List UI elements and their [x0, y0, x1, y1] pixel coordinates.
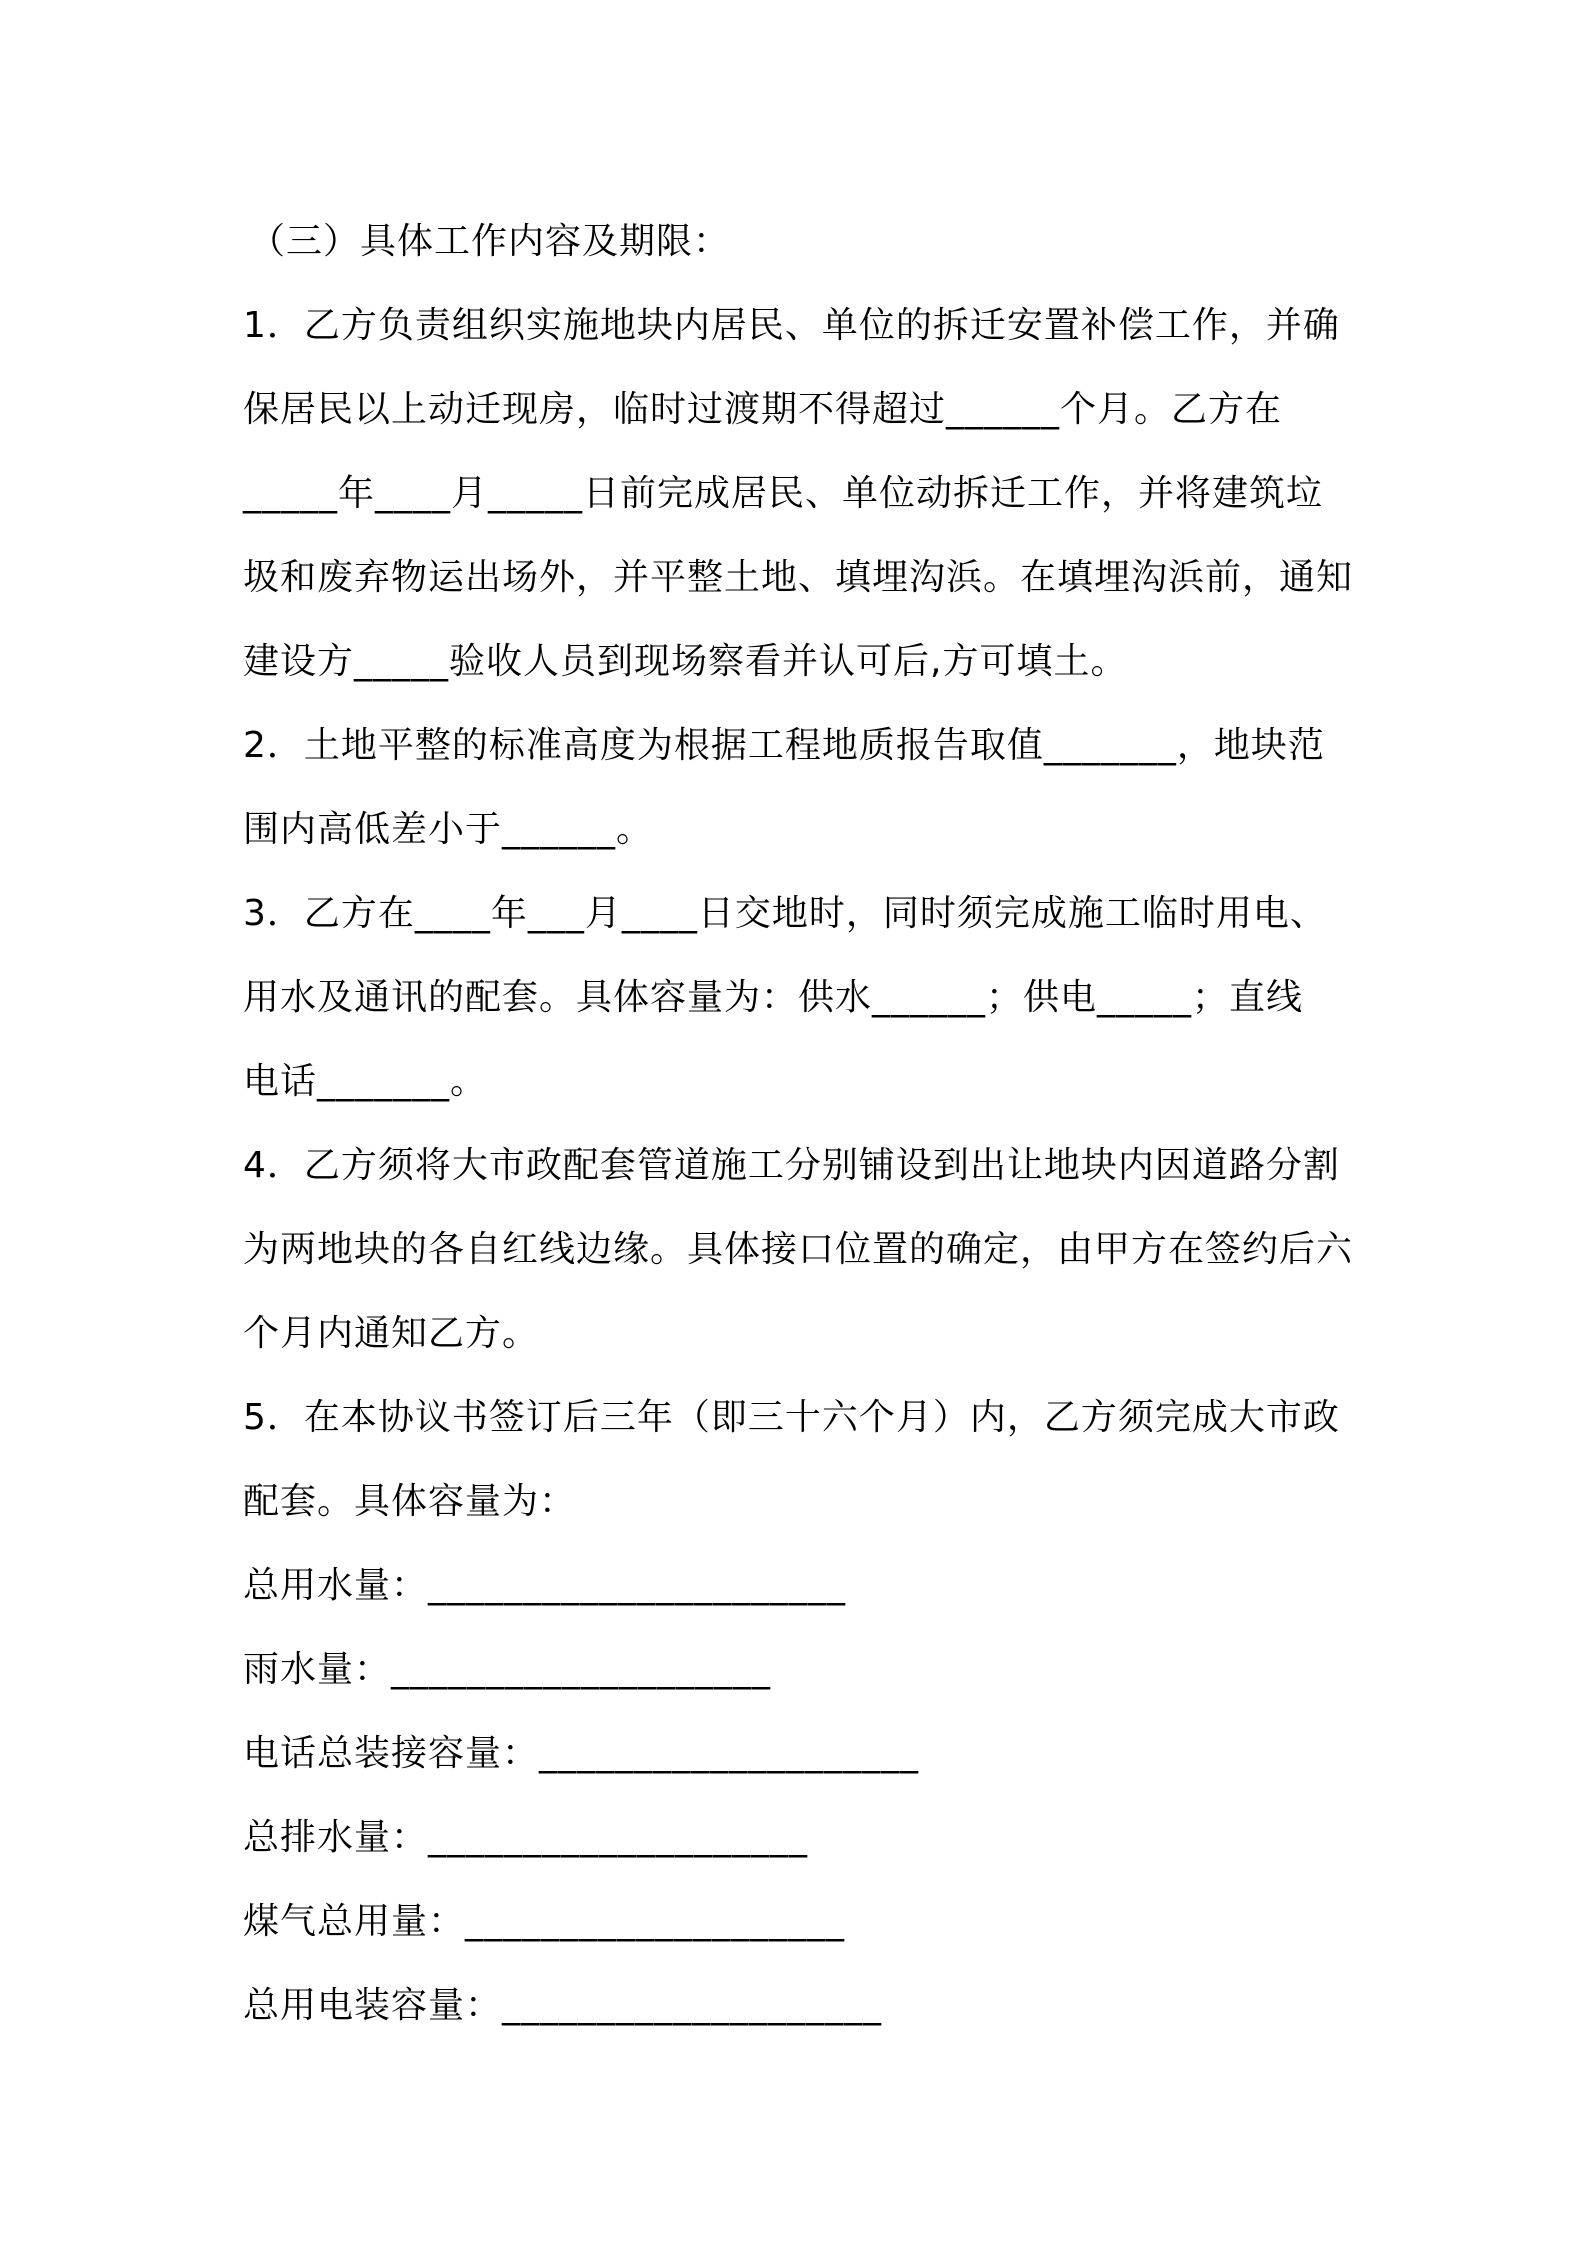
form-field-line: 电话总装接容量：____________________	[243, 1733, 920, 1774]
form-field-line: 总用水量：______________________	[243, 1565, 847, 1606]
paragraph-line: 4．乙方须将大市政配套管道施工分别铺设到出让地块内因道路分割	[243, 1145, 1340, 1186]
paragraph-line: 配套。具体容量为：	[243, 1481, 577, 1522]
paragraph-line: 2．土地平整的标准高度为根据工程地质报告取值_______，地块范	[243, 725, 1325, 766]
paragraph-line: 用水及通讯的配套。具体容量为：供水______；供电_____；直线	[243, 977, 1304, 1018]
form-field-line: 煤气总用量：____________________	[243, 1901, 846, 1942]
paragraph-line: 电话_______。	[243, 1061, 488, 1102]
paragraph-line: _____年____月_____日前完成居民、单位动拆迁工作，并将建筑垃	[243, 473, 1324, 514]
paragraph-line: 3．乙方在____年___月____日交地时，同时须完成施工临时用电、	[243, 893, 1327, 934]
paragraph-line: 保居民以上动迁现房，临时过渡期不得超过______个月。乙方在	[243, 389, 1283, 430]
paragraph-line: 围内高低差小于______。	[243, 809, 654, 850]
paragraph-line: 建设方_____验收人员到现场察看并认可后,方可填土。	[243, 641, 1128, 682]
paragraph-line: 个月内通知乙方。	[243, 1313, 540, 1354]
form-field-line: 总用电装容量：____________________	[243, 1985, 883, 2026]
paragraph-line: 为两地块的各自红线边缘。具体接口位置的确定，由甲方在签约后六	[243, 1229, 1354, 1270]
form-field-line: 雨水量：____________________	[243, 1649, 772, 1690]
paragraph-line: 5．在本协议书签订后三年（即三十六个月）内，乙方须完成大市政	[243, 1397, 1340, 1438]
form-field-line: 总排水量：____________________	[243, 1817, 809, 1858]
document-body	[243, 200, 1363, 2048]
paragraph-line: 圾和废弃物运出场外，并平整土地、填埋沟浜。在填埋沟浜前，通知	[243, 557, 1354, 598]
paragraph-line: 1．乙方负责组织实施地块内居民、单位的拆迁安置补偿工作，并确	[243, 305, 1340, 346]
section-heading: （三）具体工作内容及期限：	[249, 221, 731, 262]
